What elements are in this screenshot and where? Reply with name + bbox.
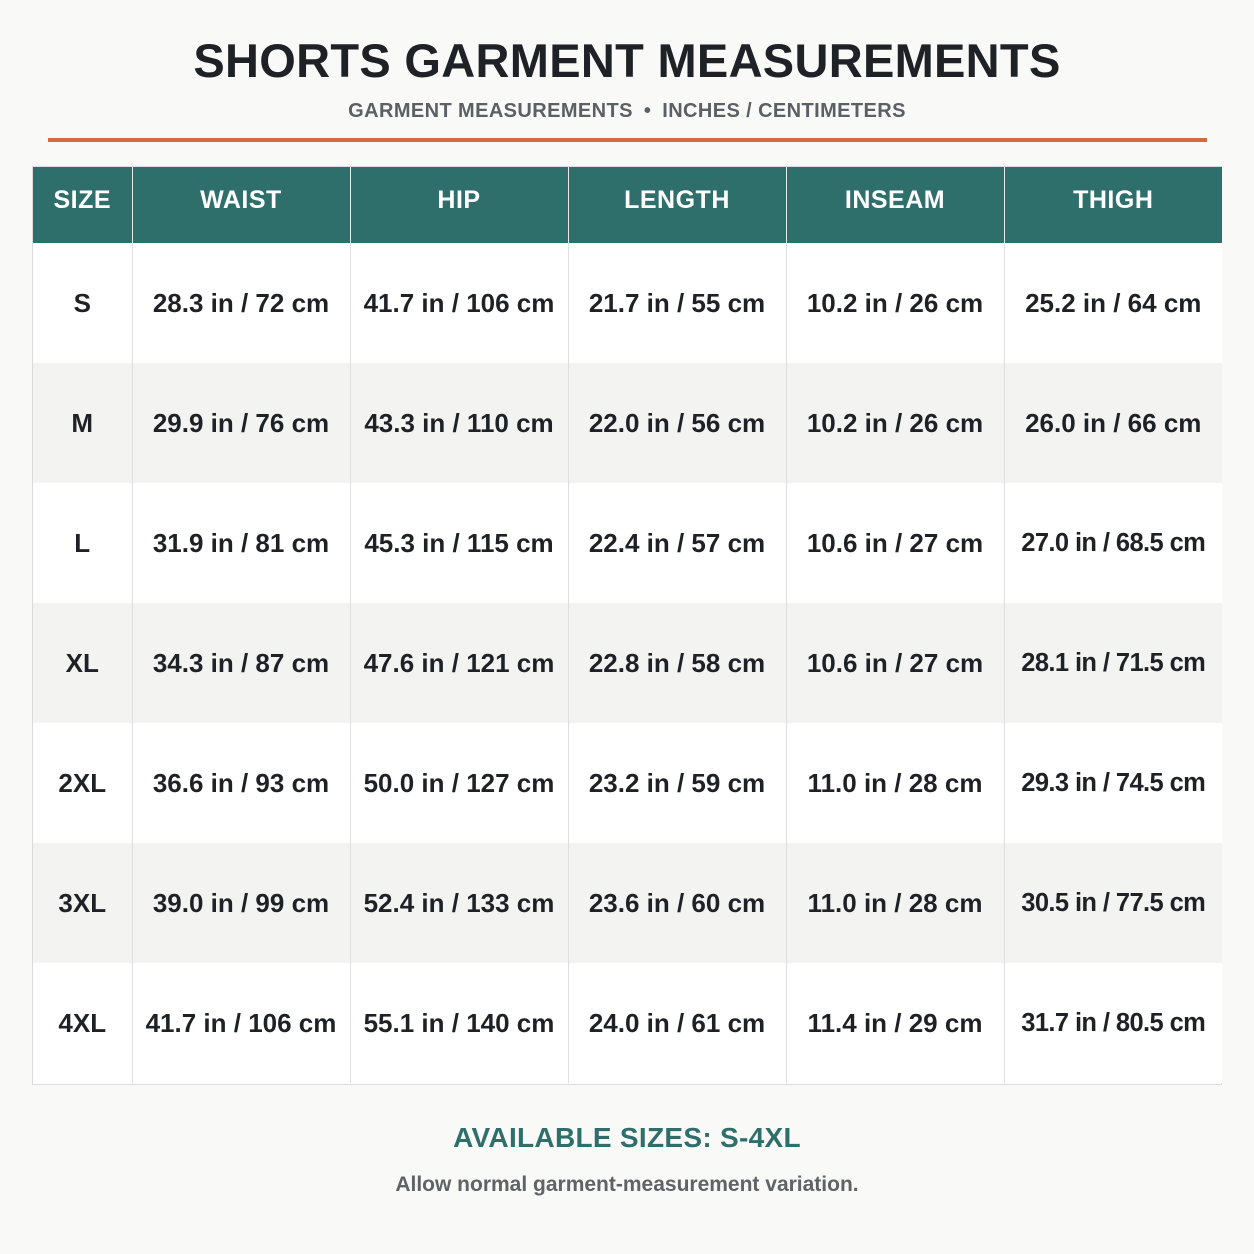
table-row [33,843,1222,963]
cell-thigh: 31.7 in / 80.5 cm [1004,963,1222,1083]
cell-waist: 28.3 in / 72 cm [132,243,350,363]
cell-inseam: 10.6 in / 27 cm [786,603,1004,723]
size-chart-table [33,167,1222,1083]
cell-waist: 36.6 in / 93 cm [132,723,350,843]
header-divider [48,138,1207,142]
subtitle-units: INCHES / CENTIMETERS [662,100,906,122]
cell-size: XL [33,603,132,723]
cell-size: L [33,483,132,603]
table-row [33,723,1222,843]
cell-size: M [33,363,132,483]
cell-hip: 50.0 in / 127 cm [350,723,568,843]
cell-length: 24.0 in / 61 cm [568,963,786,1083]
table-header [33,167,1222,243]
cell-inseam: 10.2 in / 26 cm [786,243,1004,363]
cell-inseam: 10.2 in / 26 cm [786,363,1004,483]
table-row [33,483,1222,603]
available-sizes: AVAILABLE SIZES: S-4XL [453,1122,801,1153]
cell-inseam: 10.6 in / 27 cm [786,483,1004,603]
page-subtitle [0,99,1254,123]
cell-length: 23.6 in / 60 cm [568,843,786,963]
cell-thigh: 30.5 in / 77.5 cm [1004,843,1222,963]
table-row [33,363,1222,483]
cell-inseam: 11.0 in / 28 cm [786,723,1004,843]
cell-hip: 43.3 in / 110 cm [350,363,568,483]
cell-hip: 41.7 in / 106 cm [350,243,568,363]
cell-length: 22.4 in / 57 cm [568,483,786,603]
cell-thigh: 27.0 in / 68.5 cm [1004,483,1222,603]
column-header-hip: HIP [350,167,568,243]
cell-length: 23.2 in / 59 cm [568,723,786,843]
column-header-waist: WAIST [132,167,350,243]
page-title: SHORTS GARMENT MEASUREMENTS [193,34,1061,87]
cell-thigh: 26.0 in / 66 cm [1004,363,1222,483]
cell-thigh: 28.1 in / 71.5 cm [1004,603,1222,723]
cell-length: 22.0 in / 56 cm [568,363,786,483]
table-body [33,243,1222,1083]
table-row [33,243,1222,363]
cell-thigh: 29.3 in / 74.5 cm [1004,723,1222,843]
cell-waist: 29.9 in / 76 cm [132,363,350,483]
cell-hip: 45.3 in / 115 cm [350,483,568,603]
cell-waist: 34.3 in / 87 cm [132,603,350,723]
subtitle-separator: • [643,100,652,122]
cell-size: 4XL [33,963,132,1083]
table-header-row [33,167,1222,243]
cell-hip: 55.1 in / 140 cm [350,963,568,1083]
column-header-length: LENGTH [568,167,786,243]
column-header-size: SIZE [33,167,132,243]
cell-waist: 41.7 in / 106 cm [132,963,350,1083]
cell-waist: 31.9 in / 81 cm [132,483,350,603]
subtitle-measurements: GARMENT MEASUREMENTS [348,100,633,122]
cell-thigh: 25.2 in / 64 cm [1004,243,1222,363]
cell-inseam: 11.4 in / 29 cm [786,963,1004,1083]
cell-hip: 52.4 in / 133 cm [350,843,568,963]
cell-length: 21.7 in / 55 cm [568,243,786,363]
cell-inseam: 11.0 in / 28 cm [786,843,1004,963]
cell-size: 2XL [33,723,132,843]
cell-size: S [33,243,132,363]
cell-size: 3XL [33,843,132,963]
column-header-inseam: INSEAM [786,167,1004,243]
table-row [33,603,1222,723]
measurement-note: Allow normal garment-measurement variation. [395,1173,859,1196]
size-chart-table-container [32,166,1222,1085]
cell-waist: 39.0 in / 99 cm [132,843,350,963]
cell-hip: 47.6 in / 121 cm [350,603,568,723]
cell-length: 22.8 in / 58 cm [568,603,786,723]
table-row [33,963,1222,1083]
column-header-thigh: THIGH [1004,167,1222,243]
